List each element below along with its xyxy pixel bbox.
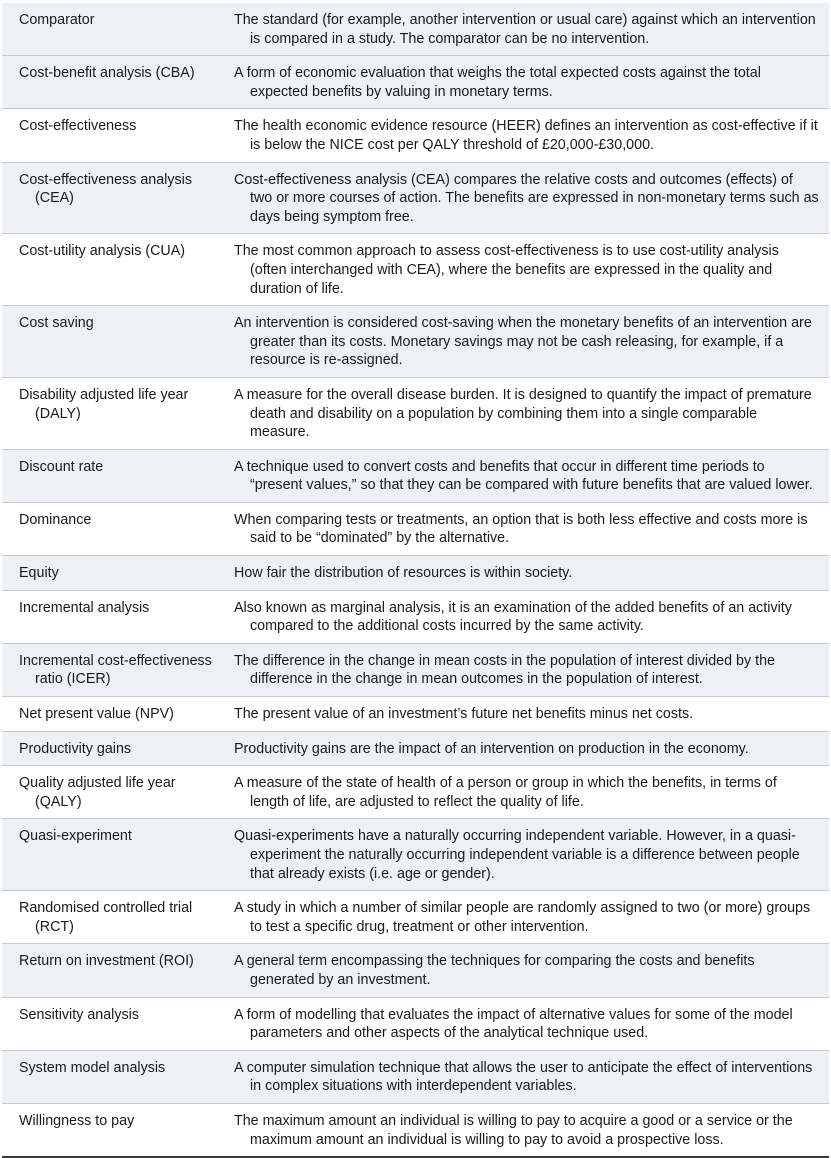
definition-text: Productivity gains are the impact of an intervention on production in the economy.	[234, 740, 749, 757]
table-row	[2, 306, 829, 378]
definition-cell	[220, 731, 829, 766]
term-text: Comparator	[19, 12, 95, 28]
definition-cell	[220, 502, 829, 555]
term-cell	[2, 1050, 220, 1103]
definition-cell	[220, 891, 829, 944]
term-text: Productivity gains	[19, 740, 132, 757]
definition-cell	[220, 997, 829, 1050]
table-row	[2, 819, 829, 891]
term-text: Equity	[19, 565, 59, 582]
glossary-table	[2, 3, 829, 1158]
term-text: Dominance	[19, 511, 92, 528]
term-cell	[2, 590, 220, 643]
definition-text: The standard (for example, another intervention or usual care) against which an intervention is compared in a study. The comparator can be no intervention.	[234, 12, 816, 47]
term-text: Cost saving	[19, 315, 94, 332]
term-cell	[2, 891, 220, 944]
table-row	[2, 697, 829, 732]
definition-cell	[220, 377, 829, 449]
definition-cell	[220, 697, 829, 732]
term-cell	[2, 3, 220, 56]
table-row	[2, 590, 829, 643]
definition-text: The maximum amount an individual is willing to pay to acquire a good or a service or the maximum amount an individual is willing to pay to avoid a prospective loss.	[234, 1112, 793, 1148]
term-text: Return on investment (ROI)	[19, 953, 194, 970]
definition-cell	[220, 162, 829, 234]
term-cell	[2, 997, 220, 1050]
definition-text: How fair the distribution of resources is within society.	[234, 565, 573, 582]
definition-text: The health economic evidence resource (HEER) defines an intervention as cost-effective if it is below the NICE cost per QALY threshold of £20,000-£30,000.	[234, 118, 818, 153]
term-cell	[2, 731, 220, 766]
definition-cell	[220, 109, 829, 162]
definition-text: An intervention is considered cost-saving when the monetary benefits of an intervention are greater than its costs. Monetary savings may not be cash releasing, for example, if a resource is re-assigned.	[234, 315, 812, 369]
table-row	[2, 997, 829, 1050]
term-text: Randomised controlled trial (RCT)	[19, 900, 193, 935]
table-row	[2, 556, 829, 591]
table-row	[2, 1103, 829, 1157]
table-row	[2, 944, 829, 997]
term-cell	[2, 1103, 220, 1157]
term-cell	[2, 306, 220, 378]
table-row	[2, 3, 829, 56]
term-cell	[2, 766, 220, 819]
term-cell	[2, 697, 220, 732]
definition-text: A form of modelling that evaluates the impact of alternative values for some of the model parameters and other aspects of the analytical technique used.	[234, 1006, 793, 1042]
term-text: Quasi-experiment	[19, 828, 132, 845]
definition-cell	[220, 306, 829, 378]
term-cell	[2, 109, 220, 162]
definition-text: A general term encompassing the techniques for comparing the costs and benefits generated by an investment.	[234, 953, 755, 988]
definition-text: Also known as marginal analysis, it is an examination of the added benefits of an activity compared to the additional costs incurred by the same activity.	[234, 599, 792, 635]
table-row	[2, 1050, 829, 1103]
definition-cell	[220, 819, 829, 891]
table-row	[2, 643, 829, 696]
definition-text: The difference in the change in mean costs in the population of interest divided by the difference in the change in mean outcomes in the population of interest.	[234, 652, 775, 688]
term-cell	[2, 449, 220, 502]
term-text: Cost-utility analysis (CUA)	[19, 243, 186, 260]
term-text: Disability adjusted life year (DALY)	[19, 386, 189, 422]
definition-text: A measure of the state of health of a person or group in which the benefits, in terms of length of life, are adjusted to reflect the quality of life.	[234, 775, 777, 810]
definition-cell	[220, 766, 829, 819]
table-row	[2, 162, 829, 234]
table-row	[2, 109, 829, 162]
definition-cell	[220, 234, 829, 306]
definition-text: A study in which a number of similar people are randomly assigned to two (or more) groups to test a specific drug, treatment or other intervention.	[234, 900, 811, 935]
term-cell	[2, 819, 220, 891]
table-row	[2, 377, 829, 449]
definition-cell	[220, 944, 829, 997]
term-cell	[2, 162, 220, 234]
table-row	[2, 502, 829, 555]
definition-cell	[220, 590, 829, 643]
definition-text: When comparing tests or treatments, an option that is both less effective and costs more is said to be “dominated” by the alternative.	[234, 511, 808, 547]
definition-cell	[220, 449, 829, 502]
definition-text: Quasi-experiments have a naturally occurring independent variable. However, in a quasi-experiment the naturally occurring independent variable is a difference between people that already exists (i.e. age or gender).	[234, 828, 800, 882]
definition-text: A measure for the overall disease burden. It is designed to quantify the impact of premature death and disability on a population by combining them into a single comparable measure.	[234, 386, 812, 441]
table-row	[2, 56, 829, 109]
term-cell	[2, 556, 220, 591]
definition-text: A computer simulation technique that allows the user to anticipate the effect of interventions in complex situations with interdependent variables.	[234, 1059, 813, 1095]
table-row	[2, 234, 829, 306]
definition-text: A form of economic evaluation that weighs the total expected costs against the total expected benefits by valuing in monetary terms.	[234, 65, 761, 100]
table-row	[2, 766, 829, 819]
definition-text: The present value of an investment’s future net benefits minus net costs.	[234, 706, 694, 723]
definition-cell	[220, 556, 829, 591]
term-text: Cost-benefit analysis (CBA)	[19, 65, 195, 82]
term-cell	[2, 234, 220, 306]
term-text: System model analysis	[19, 1059, 166, 1076]
term-text: Cost-effectiveness	[19, 118, 137, 135]
term-cell	[2, 377, 220, 449]
term-text: Incremental analysis	[19, 599, 150, 616]
table-row	[2, 891, 829, 944]
term-cell	[2, 502, 220, 555]
definition-text: A technique used to convert costs and benefits that occur in different time periods to “present values,” so that they can be compared with future benefits that are valued lower.	[234, 458, 813, 494]
definition-text: The most common approach to assess cost-effectiveness is to use cost-utility analysis (often interchanged with CEA), where the benefits are expressed in the quality and duration of life.	[234, 243, 779, 297]
term-text: Cost-effectiveness analysis (CEA)	[19, 171, 192, 207]
term-cell	[2, 56, 220, 109]
definition-cell	[220, 1050, 829, 1103]
term-text: Net present value (NPV)	[19, 706, 174, 723]
term-text: Willingness to pay	[19, 1112, 135, 1129]
term-cell	[2, 643, 220, 696]
term-text: Quality adjusted life year (QALY)	[19, 775, 176, 810]
table-row	[2, 449, 829, 502]
definition-cell	[220, 643, 829, 696]
definition-cell	[220, 3, 829, 56]
term-text: Discount rate	[19, 458, 104, 475]
table-row	[2, 731, 829, 766]
definition-cell	[220, 1103, 829, 1157]
term-text: Incremental cost-effectiveness ratio (ICER)	[19, 652, 212, 688]
definition-text: Cost-effectiveness analysis (CEA) compares the relative costs and outcomes (effects) of two or more courses of action. The benefits are expressed in non-monetary terms such as days being symptom free.	[234, 171, 819, 225]
term-cell	[2, 944, 220, 997]
definition-cell	[220, 56, 829, 109]
term-text: Sensitivity analysis	[19, 1006, 139, 1023]
